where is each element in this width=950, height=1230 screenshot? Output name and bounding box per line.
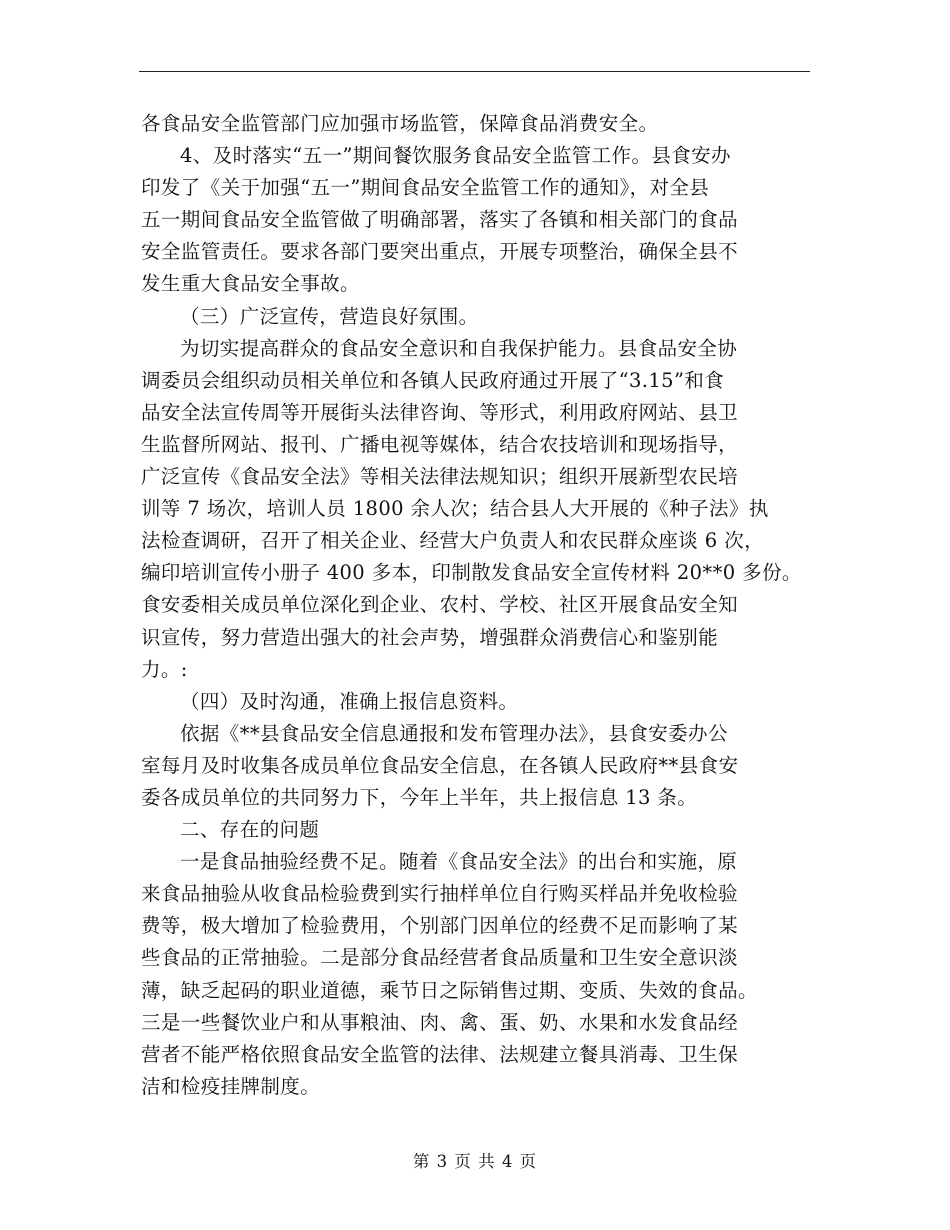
page-number-footer: 第 3 页 共 4 页 (412, 1152, 538, 1171)
document-body (141, 108, 813, 1103)
text-line: 编印培训宣传小册子 400 多本，印制散发食品安全宣传材料 20**0 多份。 (141, 561, 802, 585)
text-line: 印发了《关于加强“五一”期间食品安全监管工作的通知》，对全县 (141, 176, 710, 200)
text-line: 食安委相关成员单位深化到企业、农村、学校、社区开展食品安全知 (141, 593, 739, 617)
text-line: 洁和检疫挂牌制度。 (141, 1074, 321, 1098)
text-line: 一是食品抽验经费不足。随着《食品安全法》的出台和实施，原 (180, 850, 738, 874)
text-line: 营者不能严格依照食品安全监管的法律、法规建立餐具消毒、卫生保 (141, 1042, 739, 1066)
text-line: 广泛宣传《食品安全法》等相关法律法规知识；组织开展新型农民培 (141, 465, 739, 489)
text-line: 薄，缺乏起码的职业道德，乘节日之际销售过期、变质、失效的食品。 (141, 978, 758, 1002)
text-line: 费等，极大增加了检验费用，个别部门因单位的经费不足而影响了某 (141, 914, 739, 938)
text-line: 依据《**县食品安全信息通报和发布管理办法》，县食安委办公 (180, 721, 728, 745)
text-line: 力。: (141, 657, 188, 681)
text-line: 法检查调研，召开了相关企业、经营大户负责人和农民群众座谈 6 次， (141, 529, 765, 553)
text-line: 为切实提高群众的食品安全意识和自我保护能力。县食品安全协 (180, 336, 738, 360)
text-line: 各食品安全监管部门应加强市场监管，保障食品消费安全。 (141, 112, 659, 135)
text-line: 来食品抽验从收食品检验费到实行抽样单位自行购买样品并免收检验 (141, 882, 739, 906)
header-rule (139, 71, 810, 72)
text-line: 委各成员单位的共同努力下，今年上半年，共上报信息 13 条。 (141, 785, 698, 809)
section-heading: （四）及时沟通，准确上报信息资料。 (180, 689, 519, 713)
text-line: 发生重大食品安全事故。 (141, 272, 360, 296)
text-line: 三是一些餐饮业户和从事粮油、肉、禽、蛋、奶、水果和水发食品经 (141, 1010, 739, 1034)
text-line: 安全监管责任。要求各部门要突出重点，开展专项整治，确保全县不 (141, 240, 739, 264)
text-line: 生监督所网站、报刊、广播电视等媒体，结合农技培训和现场指导， (141, 432, 739, 456)
text-line: 室每月及时收集各成员单位食品安全信息，在各镇人民政府**县食安 (141, 753, 739, 777)
text-line: 些食品的正常抽验。二是部分食品经营者食品质量和卫生安全意识淡 (141, 946, 739, 970)
text-line: 训等 7 场次，培训人员 1800 余人次；结合县人大开展的《种子法》执 (141, 497, 769, 521)
text-line: 品安全法宣传周等开展街头法律咨询、等形式，利用政府网站、县卫 (141, 400, 739, 424)
section-heading: 二、存在的问题 (180, 818, 320, 842)
text-line: 五一期间食品安全监管做了明确部署，落实了各镇和相关部门的食品 (141, 208, 739, 232)
text-line: 调委员会组织动员相关单位和各镇人民政府通过开展了“3.15”和食 (141, 368, 725, 392)
text-line: 识宣传，努力营造出强大的社会声势，增强群众消费信心和鉴别能 (141, 625, 719, 649)
text-line: 4、及时落实“五一”期间餐饮服务食品安全监管工作。县食安办 (180, 144, 731, 168)
section-heading: （三）广泛宣传，营造良好氛围。 (180, 304, 479, 328)
